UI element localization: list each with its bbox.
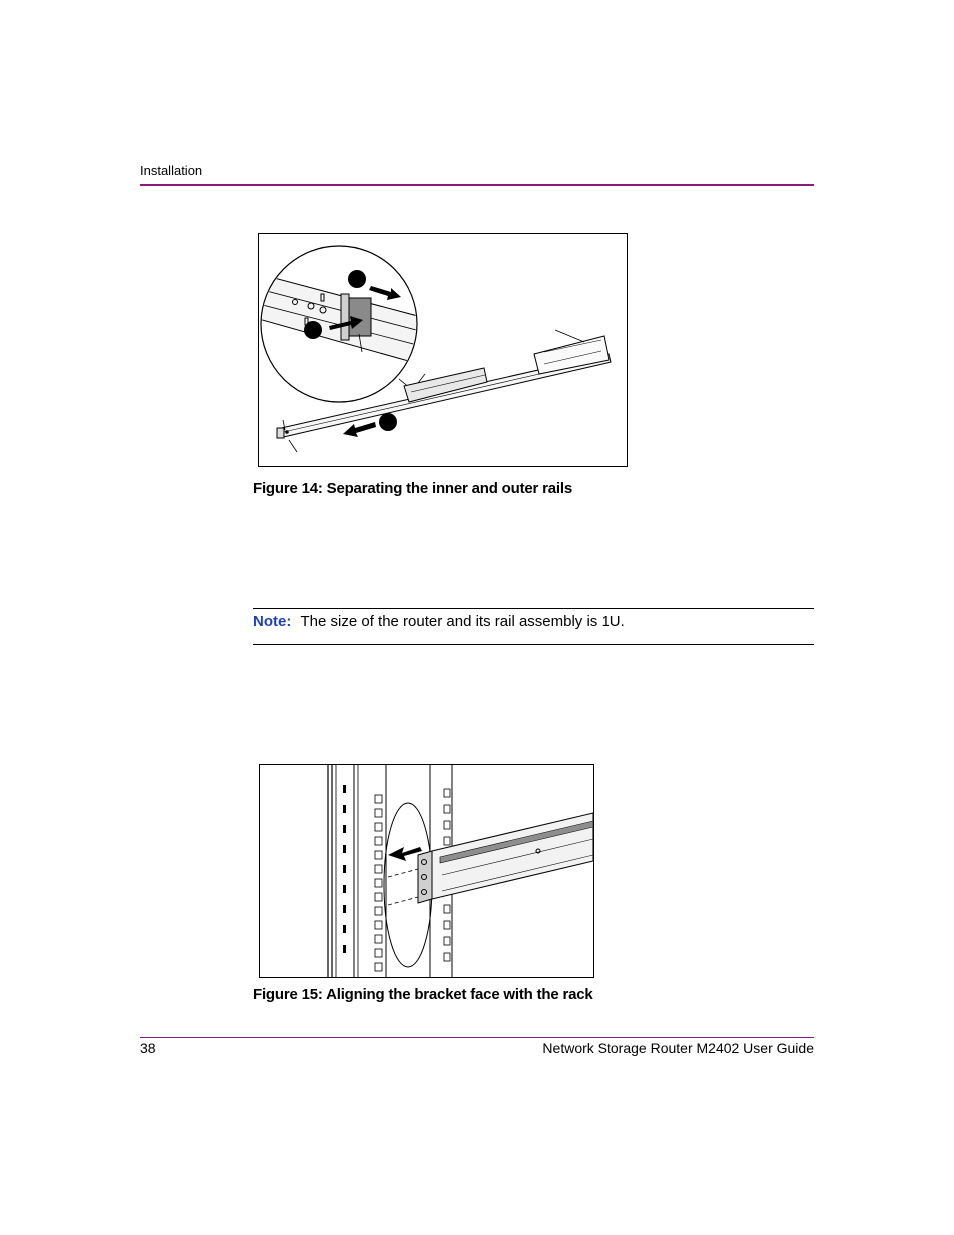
figure-15-caption: Figure 15: Aligning the bracket face with the rack: [253, 986, 593, 1003]
running-header: Installation: [140, 163, 203, 178]
note-top-rule: [253, 608, 814, 609]
document-title: Network Storage Router M2402 User Guide: [542, 1040, 814, 1056]
footer-rule: [140, 1037, 814, 1038]
page-number: 38: [140, 1040, 156, 1056]
note-label: Note:: [253, 613, 292, 630]
header-rule: [140, 184, 814, 186]
figure-14-illustration: [258, 233, 628, 467]
figure-15-illustration: [259, 764, 594, 978]
note-bottom-rule: [253, 644, 814, 645]
note-text: The size of the router and its rail assembly is 1U.: [300, 613, 625, 630]
figure-14-caption: Figure 14: Separating the inner and outer rails: [253, 480, 573, 497]
note-block: [253, 613, 625, 630]
